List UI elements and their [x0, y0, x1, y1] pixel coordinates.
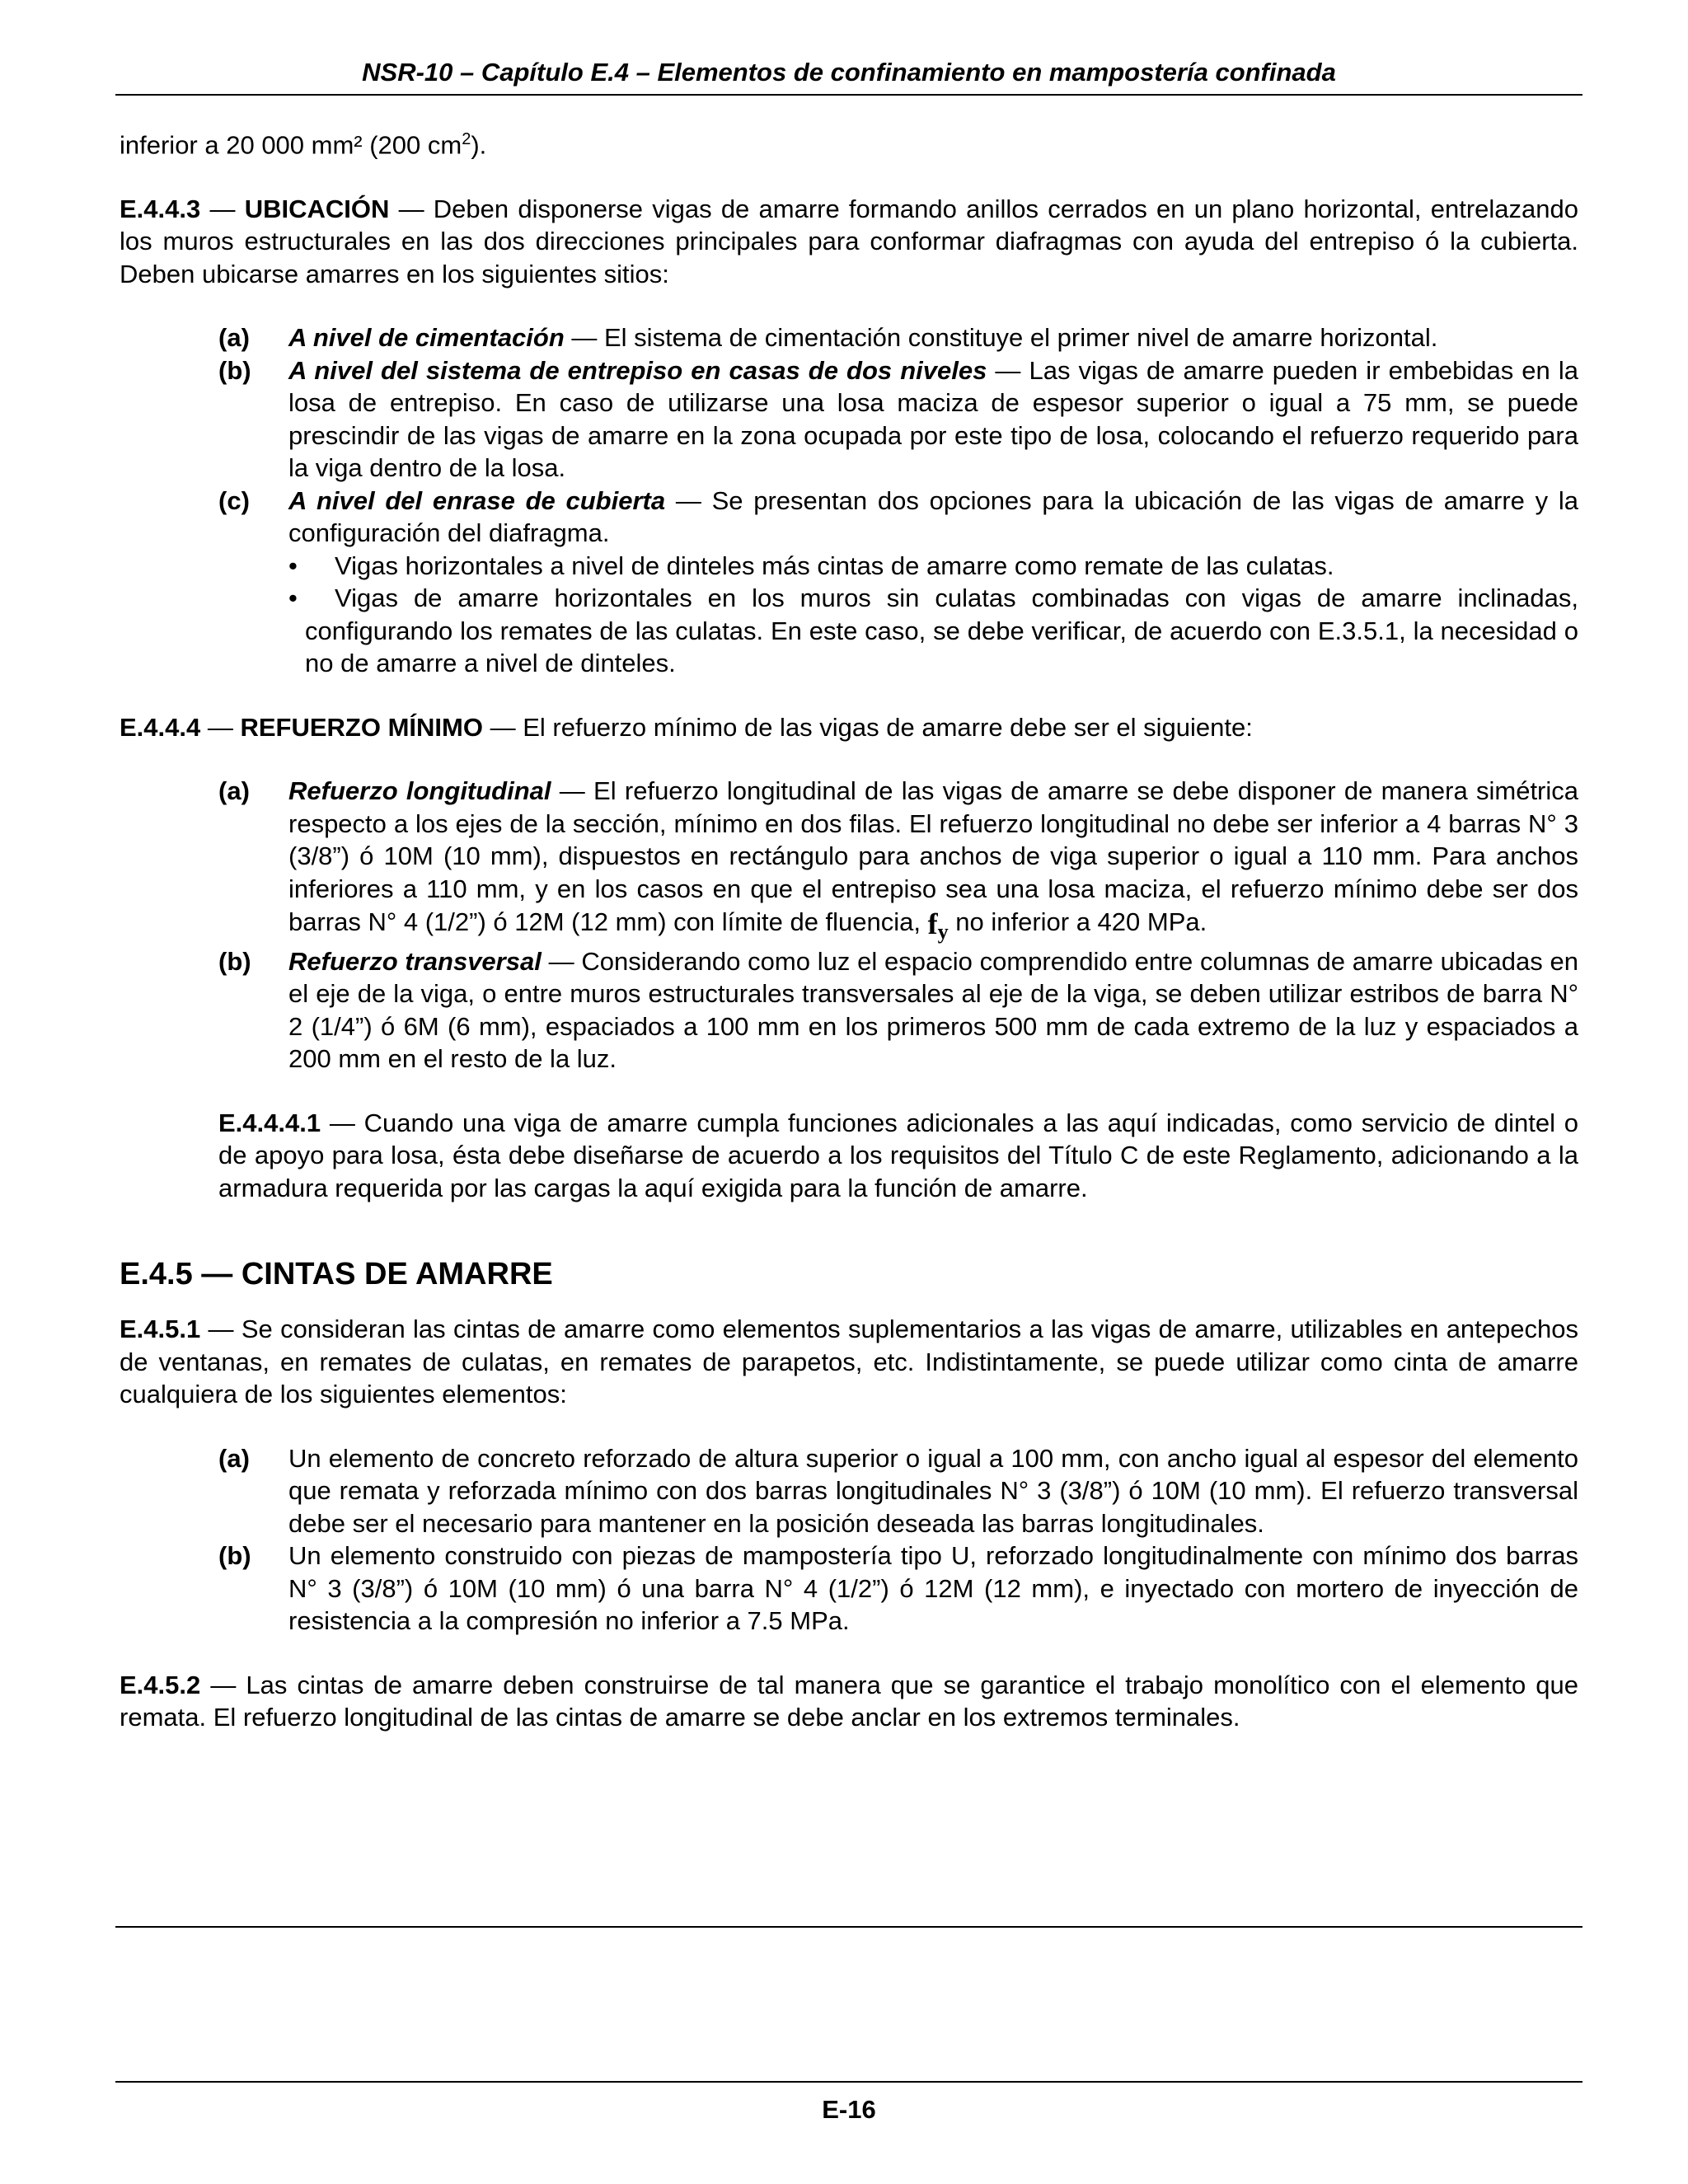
- list-item: (a) A nivel de cimentación — El sistema de cimentación constituye el primer nivel de amarre horizontal.: [218, 323, 1438, 353]
- subsection-e4441: E.4.4.4.1 — Cuando una viga de amarre cumpla funciones adicionales a las aquí indicadas, como servicio de dintel o de apoyo para losa, ésta debe diseñarse de acuerdo a los requisitos del Título C de este Reglamento, adicionando a la armadura requerida por las cargas la aquí exigida para la función de amarre.: [218, 1108, 1578, 1202]
- list-item: (a) Refuerzo longitudinal — El refuerzo longitudinal de las vigas de amarre se debe disponer de manera simétrica respecto a los ejes de la sección, mínimo en dos filas. El refuerzo longitudinal no debe ser inferior a 4 barras N° 3 (3/8”) ó 10M (10 mm), dispuestos en rectángulo para anchos de viga superior o igual a 110 mm. Para anchos inferiores a 110 mm, y en los casos en que el entrepiso sea una losa maciza, el refuerzo mínimo debe ser dos barras N° 4 (1/2”) ó 12M (12 mm) con límite de fluencia, $f_y$ no inferior a 420 MPa.: [218, 776, 1579, 944]
- section-e451: E.4.5.1 — Se consideran las cintas de amarre como elementos suplementarios a las vigas de amarre, utilizables en antepechos de ventanas, en remates de culatas, en remates de parapetos, etc. Indistintamente, se puede utilizar como cinta de amarre cualquiera de los siguientes elementos:: [120, 1315, 1578, 1409]
- header-rule: [115, 94, 1582, 96]
- fy-symbol: $f_y$: [927, 907, 949, 944]
- bullet-icon: •: [288, 551, 298, 580]
- bullet-item: • Vigas horizontales a nivel de dinteles más cintas de amarre como remate de las culatas.: [120, 550, 1578, 583]
- list-item: (a) Un elemento de concreto reforzado de altura superior o igual a 100 mm, con ancho igual al espesor del elemento que remata y reforzada mínimo con dos barras longitudinales N° 3 (3/8”) ó 10M (10 mm). El refuerzo transversal debe ser el necesario para mantener en la posición deseada las barras longitudinales.: [218, 1443, 1578, 1538]
- clause-number: E.4.4.4: [120, 712, 201, 742]
- intro-paragraph: inferior a 20 000 mm² (200 $cm^2$).: [120, 130, 487, 160]
- list-item: (b) A nivel del sistema de entrepiso en casas de dos niveles — Las vigas de amarre pueden ir embebidas en la losa de entrepiso. En caso de utilizarse una losa maciza de espesor superior o igual a 75 mm, se puede prescindir de las vigas de amarre en la zona ocupada por este tipo de losa, colocando el refuerzo requerido para la viga dentro de la losa.: [218, 355, 1578, 483]
- clause-heading: REFUERZO MÍNIMO: [240, 712, 483, 742]
- section-e444: E.4.4.4 — REFUERZO MÍNIMO — El refuerzo mínimo de las vigas de amarre debe ser el siguiente:: [120, 712, 1253, 742]
- clause-number: E.4.5.1: [120, 1315, 201, 1344]
- clause-number: E.4.5.2: [120, 1670, 201, 1699]
- clause-number: E.4.4.4.1: [218, 1108, 321, 1137]
- running-header: NSR-10 – Capítulo E.4 – Elementos de confinamiento en mampostería confinada: [362, 58, 1336, 87]
- list-item: (b) Refuerzo transversal — Considerando como luz el espacio comprendido entre columnas de amarre ubicadas en el eje de la viga, o entre muros estructurales transversales al eje de la viga, se deben utilizar estribos de barra N° 2 (1/4”) ó 6M (6 mm), espaciados a 100 mm en los primeros 500 mm de cada extremo de la luz y espaciados a 200 mm en el resto de la luz.: [218, 946, 1578, 1074]
- bullet-item: • Vigas de amarre horizontales en los muros sin culatas combinadas con vigas de amarre inclinadas, configurando los remates de las culatas. En este caso, se debe verificar, de acuerdo con E.3.5.1, la necesidad o no de amarre a nivel de dinteles.: [288, 583, 1578, 678]
- list-item: (b) Un elemento construido con piezas de mampostería tipo U, reforzado longitudinalmente con mínimo dos barras N° 3 (3/8”) ó 10M (10 mm) ó una barra N° 4 (1/2”) ó 12M (12 mm), e inyectado con mortero de inyección de resistencia a la compresión no inferior a 7.5 MPa.: [218, 1541, 1578, 1636]
- body-end-rule: [115, 1926, 1582, 1928]
- page-number: E-16: [822, 2095, 876, 2124]
- page-body: [120, 124, 1578, 1734]
- clause-number: E.4.4.3: [120, 194, 201, 223]
- list-item: (c) A nivel del enrase de cubierta — Se presentan dos opciones para la ubicación de las vigas de amarre y la configuración del diafragma.: [218, 485, 1579, 548]
- footer-rule: [115, 2081, 1582, 2083]
- section-e452: E.4.5.2 — Las cintas de amarre deben construirse de tal manera que se garantice el trabajo monolítico con el elemento que remata. El refuerzo longitudinal de las cintas de amarre se debe anclar en los extremos terminales.: [120, 1670, 1578, 1732]
- bullet-icon: •: [288, 583, 298, 613]
- section-e443: E.4.4.3 — UBICACIÓN — Deben disponerse vigas de amarre formando anillos cerrados en un plano horizontal, entrelazando los muros estructurales en las dos direcciones principales para conformar diafragmas con ayuda del entrepiso ó la cubierta. Deben ubicarse amarres en los siguientes sitios:: [120, 194, 1578, 288]
- clause-heading: UBICACIÓN: [244, 194, 390, 223]
- section-title-e45: E.4.5 — CINTAS DE AMARRE: [120, 1257, 553, 1292]
